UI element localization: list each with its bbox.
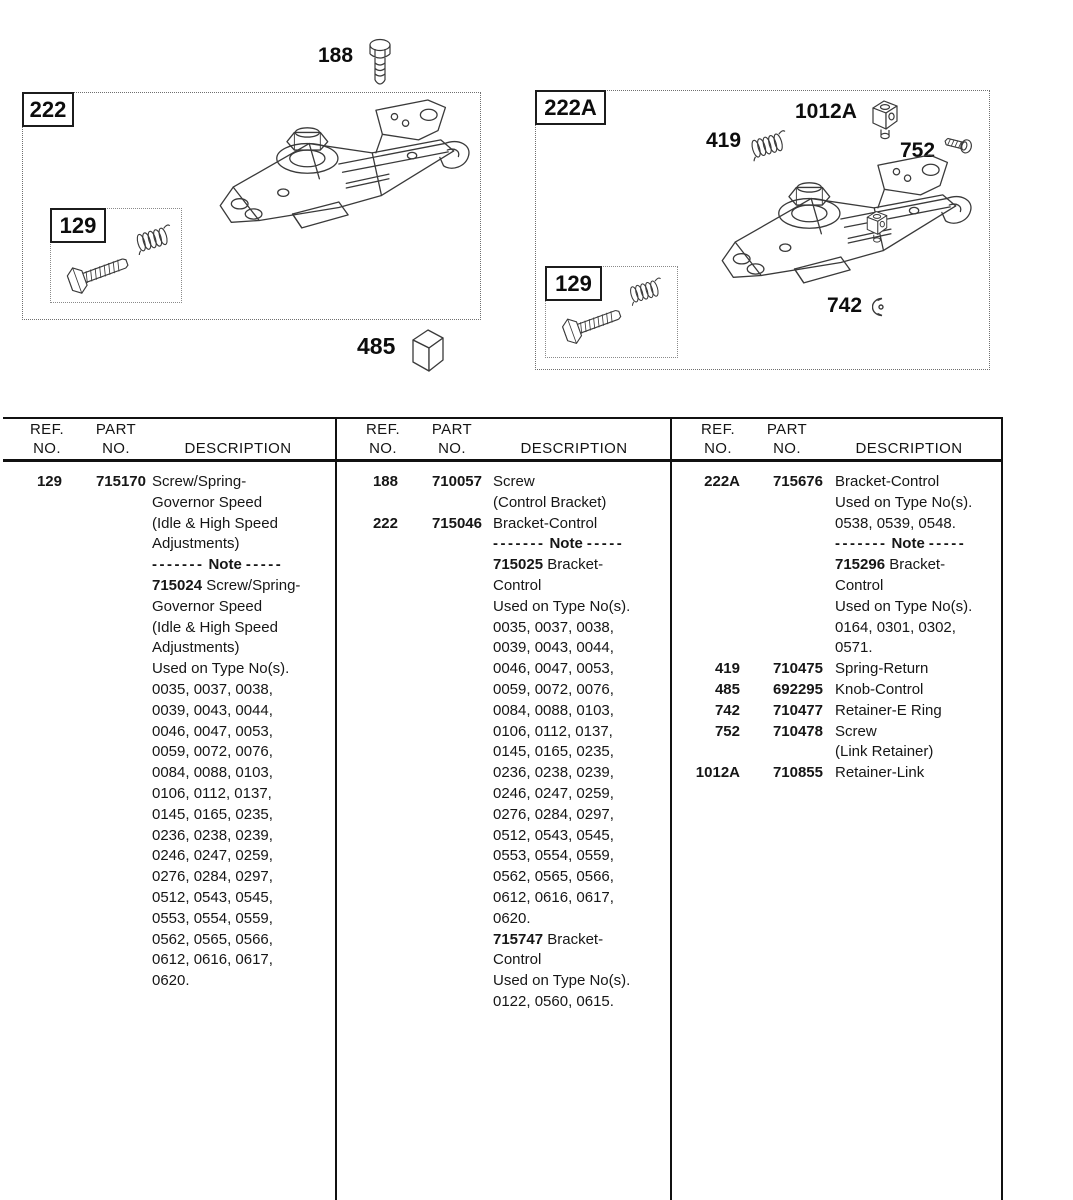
table-row xyxy=(336,784,671,805)
callout-485: 485 xyxy=(357,333,396,359)
table-row xyxy=(336,701,671,722)
description-cell: Used on Type No(s). xyxy=(493,972,631,990)
description-cell: 0236, 0238, 0239, xyxy=(493,764,614,782)
table-row xyxy=(0,472,336,493)
ref-no-cell: 419 xyxy=(714,660,740,678)
description-header: DESCRIPTION xyxy=(184,440,292,457)
box-222-label: 222 xyxy=(22,92,74,127)
ref-no-cell: 742 xyxy=(714,701,740,719)
table-row xyxy=(0,888,336,909)
description-cell: Used on Type No(s). xyxy=(835,493,973,511)
table-row xyxy=(336,514,671,535)
table-row xyxy=(336,618,671,639)
table-column-3 xyxy=(671,472,1002,784)
description-cell: Knob-Control xyxy=(835,680,924,698)
description-cell: 715025 Bracket- xyxy=(493,556,604,574)
description-cell: Adjustments) xyxy=(152,535,240,553)
table-row xyxy=(336,930,671,951)
description-cell: 0553, 0554, 0559, xyxy=(152,909,273,927)
ref-no-cell: 485 xyxy=(714,680,740,698)
table-row xyxy=(0,784,336,805)
description-cell: 0039, 0043, 0044, xyxy=(493,639,614,657)
callout-419: 419 xyxy=(706,129,742,152)
governor-bracket-diagram-right xyxy=(700,152,978,310)
description-cell: 715747 Bracket- xyxy=(493,930,604,948)
ref-no-header: REF. NO. xyxy=(29,421,65,457)
table-row xyxy=(336,950,671,971)
table-row xyxy=(336,576,671,597)
table-row xyxy=(0,597,336,618)
description-cell: 0084, 0088, 0103, xyxy=(493,701,614,719)
description-cell: 0106, 0112, 0137, xyxy=(152,784,272,802)
hex-flange-bolt-icon xyxy=(366,36,394,92)
description-cell: 0059, 0072, 0076, xyxy=(152,743,273,761)
description-cell: 0122, 0560, 0615. xyxy=(493,992,614,1010)
table-row xyxy=(336,472,671,493)
table-row xyxy=(0,867,336,888)
description-cell: 0512, 0543, 0545, xyxy=(152,888,273,906)
table-row xyxy=(336,534,671,555)
table-column-2 xyxy=(336,472,671,1013)
table-row xyxy=(0,618,336,639)
table-row xyxy=(0,971,336,992)
table-row xyxy=(0,493,336,514)
control-knob-cube-icon xyxy=(405,325,449,373)
table-row xyxy=(0,659,336,680)
table-row xyxy=(336,659,671,680)
table-row xyxy=(671,638,1002,659)
description-cell: 0538, 0539, 0548. xyxy=(835,514,956,532)
table-row xyxy=(0,930,336,951)
description-cell: 0612, 0616, 0617, xyxy=(152,951,273,969)
table-row xyxy=(336,992,671,1013)
part-no-cell: 692295 xyxy=(772,680,823,698)
part-no-cell: 715046 xyxy=(431,514,482,532)
description-cell: Governor Speed xyxy=(152,597,263,615)
table-row xyxy=(671,659,1002,680)
description-cell: Governor Speed xyxy=(152,493,263,511)
description-cell: 0046, 0047, 0053, xyxy=(493,660,614,678)
callout-742: 742 xyxy=(827,294,863,317)
table-row xyxy=(671,722,1002,743)
table-row xyxy=(336,805,671,826)
table-row xyxy=(336,722,671,743)
description-cell: 715296 Bracket- xyxy=(835,556,946,574)
table-row xyxy=(336,971,671,992)
table-row xyxy=(0,909,336,930)
hex-bolt-icon-left xyxy=(60,248,136,298)
part-no-header: PART NO. xyxy=(431,421,473,457)
description-cell: (Link Retainer) xyxy=(835,743,934,761)
hex-bolt-icon-right xyxy=(556,300,628,348)
part-no-cell: 715676 xyxy=(772,473,823,490)
description-cell: Screw xyxy=(835,722,877,740)
table-row xyxy=(336,763,671,784)
table-row xyxy=(0,680,336,701)
callout-188: 188 xyxy=(318,44,354,67)
table-row xyxy=(336,846,671,867)
description-cell: 0145, 0165, 0235, xyxy=(493,743,614,761)
table-row xyxy=(671,514,1002,535)
description-cell: Control xyxy=(493,576,542,594)
governor-bracket-diagram-left xyxy=(198,97,476,255)
description-cell: 0106, 0112, 0137, xyxy=(493,722,613,740)
description-cell: (Control Bracket) xyxy=(493,493,607,511)
square-knob-icon xyxy=(869,97,901,143)
table-column-1 xyxy=(0,472,336,992)
table-row xyxy=(0,846,336,867)
ref-no-cell: 1012A xyxy=(695,764,740,782)
table-row xyxy=(671,472,1002,493)
description-header: DESCRIPTION xyxy=(855,440,963,457)
table-row xyxy=(671,555,1002,576)
part-no-cell: 710855 xyxy=(772,764,823,782)
table-row xyxy=(671,680,1002,701)
table-row xyxy=(0,701,336,722)
callout-752: 752 xyxy=(900,139,936,162)
table-row xyxy=(671,597,1002,618)
description-cell: Used on Type No(s). xyxy=(493,597,631,615)
table-row xyxy=(0,534,336,555)
ref-no-cell: 222A xyxy=(704,473,740,490)
description-cell: Retainer-Link xyxy=(835,764,925,782)
description-cell: Retainer-E Ring xyxy=(835,701,942,719)
description-cell: 0512, 0543, 0545, xyxy=(493,826,614,844)
table-row xyxy=(671,534,1002,555)
table-row xyxy=(336,742,671,763)
table-row xyxy=(671,576,1002,597)
table-row xyxy=(671,701,1002,722)
part-no-cell: 710477 xyxy=(772,701,823,719)
table-row xyxy=(336,555,671,576)
table-header-col3 xyxy=(671,420,1002,462)
description-cell: ------- Note ----- xyxy=(493,535,625,553)
table-row xyxy=(336,909,671,930)
box-129-left-label: 129 xyxy=(50,208,106,243)
description-cell: Control xyxy=(835,576,884,594)
description-cell: 0571. xyxy=(835,639,873,657)
description-cell: 0145, 0165, 0235, xyxy=(152,805,273,823)
table-row xyxy=(336,826,671,847)
description-cell: Adjustments) xyxy=(152,639,240,657)
description-cell: 0059, 0072, 0076, xyxy=(493,680,614,698)
description-cell: 0276, 0284, 0297, xyxy=(493,805,614,823)
ref-no-header: REF. NO. xyxy=(700,421,736,457)
description-cell: 0276, 0284, 0297, xyxy=(152,868,273,886)
table-row xyxy=(336,867,671,888)
table-row xyxy=(0,722,336,743)
table-row xyxy=(0,576,336,597)
description-cell: 0553, 0554, 0559, xyxy=(493,847,614,865)
description-cell: Control xyxy=(493,951,542,969)
coil-spring-icon-right xyxy=(626,276,666,306)
description-cell: 0620. xyxy=(152,972,190,990)
table-row xyxy=(0,742,336,763)
part-no-cell: 710057 xyxy=(431,473,482,490)
box-129-right-label: 129 xyxy=(545,266,602,301)
table-row xyxy=(336,597,671,618)
description-header: DESCRIPTION xyxy=(520,440,628,457)
description-cell: 0612, 0616, 0617, xyxy=(493,888,614,906)
table-row xyxy=(671,618,1002,639)
description-cell: 0039, 0043, 0044, xyxy=(152,701,273,719)
table-row xyxy=(671,763,1002,784)
ref-no-header: REF. NO. xyxy=(365,421,401,457)
description-cell: (Idle & High Speed xyxy=(152,514,278,532)
part-no-header: PART NO. xyxy=(95,421,137,457)
part-no-cell: 715170 xyxy=(95,473,146,490)
table-row xyxy=(336,680,671,701)
description-cell: ------- Note ----- xyxy=(152,556,284,574)
ref-no-cell: 188 xyxy=(372,473,398,490)
table-top-rule xyxy=(3,417,1002,419)
table-row xyxy=(0,638,336,659)
description-cell: Spring-Return xyxy=(835,660,929,678)
table-header-col1 xyxy=(0,420,336,462)
description-cell: 0236, 0238, 0239, xyxy=(152,826,273,844)
part-no-cell: 710478 xyxy=(772,722,823,740)
description-cell: 0562, 0565, 0566, xyxy=(493,868,614,886)
description-cell: 0035, 0037, 0038, xyxy=(493,618,614,636)
table-row xyxy=(0,950,336,971)
table-row xyxy=(0,555,336,576)
ref-no-cell: 222 xyxy=(372,514,398,532)
installed-knob-icon xyxy=(864,208,890,246)
description-cell: Bracket-Control xyxy=(493,514,598,532)
box-222A-label: 222A xyxy=(535,90,606,125)
ref-no-cell: 752 xyxy=(714,722,740,740)
part-no-cell: 710475 xyxy=(772,660,823,678)
description-cell: 0620. xyxy=(493,909,531,927)
coil-spring-icon-left xyxy=(132,223,176,255)
description-cell: 0164, 0301, 0302, xyxy=(835,618,956,636)
description-cell: (Idle & High Speed xyxy=(152,618,278,636)
table-row xyxy=(336,638,671,659)
table-row xyxy=(671,493,1002,514)
description-cell: 0046, 0047, 0053, xyxy=(152,722,273,740)
callout-1012A: 1012A xyxy=(795,100,857,123)
description-cell: Screw xyxy=(493,473,535,490)
description-cell: 0084, 0088, 0103, xyxy=(152,764,273,782)
e-ring-icon xyxy=(872,294,902,320)
description-cell: 715024 Screw/Spring- xyxy=(152,576,301,594)
table-row xyxy=(671,742,1002,763)
description-cell: 0035, 0037, 0038, xyxy=(152,680,273,698)
ref-no-cell: 129 xyxy=(36,473,62,490)
table-row xyxy=(0,763,336,784)
table-header-col2 xyxy=(336,420,671,462)
description-cell: Used on Type No(s). xyxy=(835,597,973,615)
description-cell: Used on Type No(s). xyxy=(152,660,290,678)
description-cell: 0562, 0565, 0566, xyxy=(152,930,273,948)
table-row xyxy=(0,805,336,826)
part-no-header: PART NO. xyxy=(766,421,808,457)
table-row xyxy=(0,514,336,535)
table-row xyxy=(336,493,671,514)
table-row xyxy=(0,826,336,847)
description-cell: Screw/Spring- xyxy=(152,473,247,490)
table-row xyxy=(336,888,671,909)
description-cell: Bracket-Control xyxy=(835,473,940,490)
description-cell: 0246, 0247, 0259, xyxy=(152,847,273,865)
description-cell: 0246, 0247, 0259, xyxy=(493,784,614,802)
description-cell: ------- Note ----- xyxy=(835,535,967,553)
